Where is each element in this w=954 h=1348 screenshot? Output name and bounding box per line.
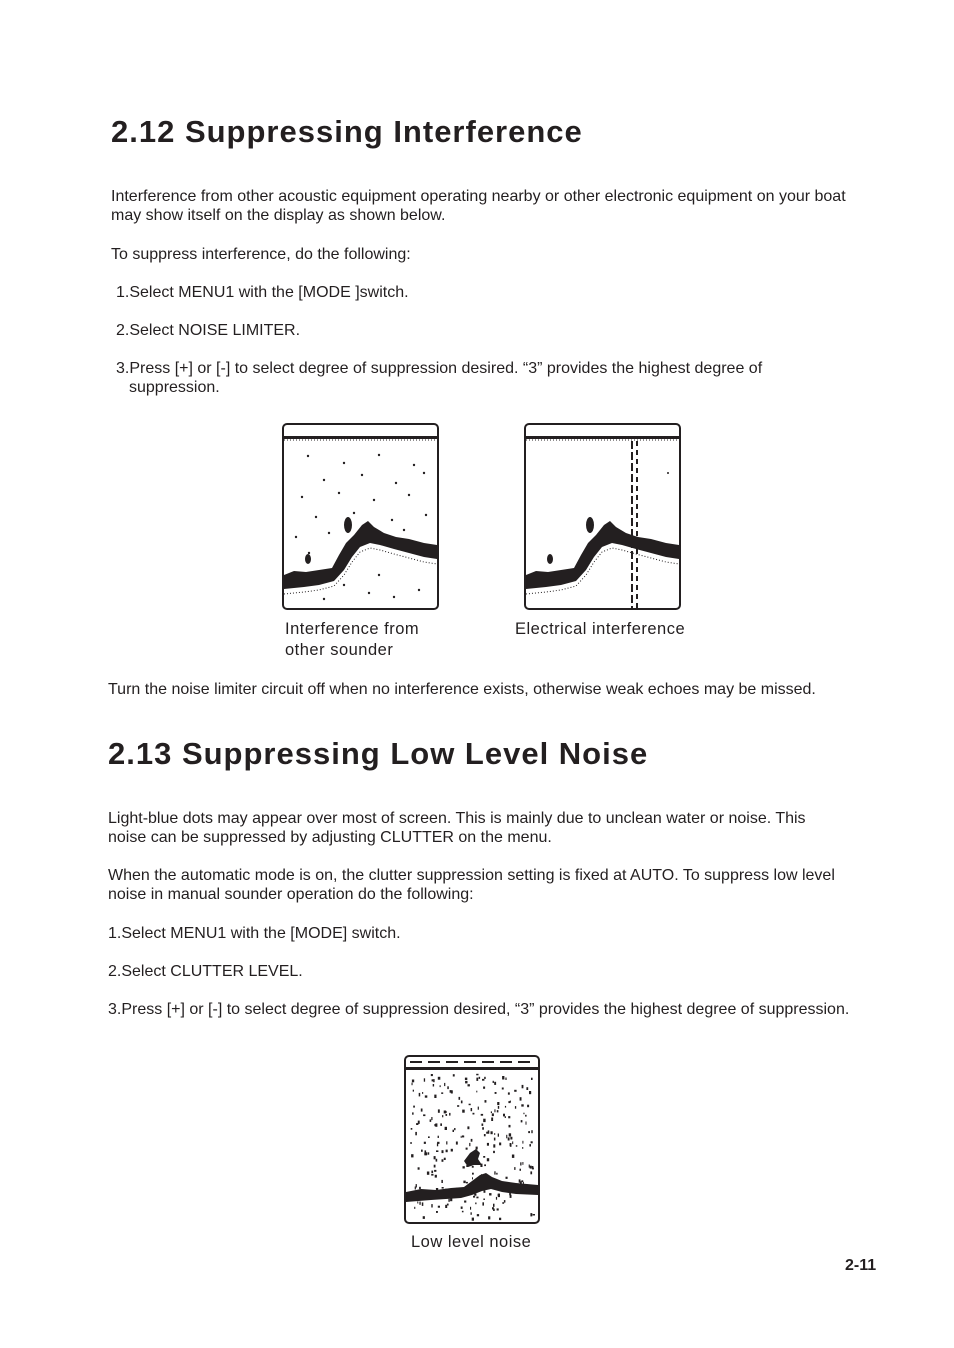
noise-dot	[497, 1208, 499, 1210]
noise-dot	[413, 1090, 414, 1092]
noise-dot	[461, 1207, 463, 1209]
noise-dot	[442, 1187, 444, 1189]
noise-dot	[425, 1095, 428, 1097]
noise-dot	[472, 1166, 474, 1168]
noise-dot	[476, 1078, 478, 1081]
noise-dot	[476, 1074, 478, 1076]
noise-dot	[454, 1128, 455, 1130]
noise-dot	[436, 1211, 438, 1213]
noise-dot	[497, 1102, 499, 1105]
noise-dot	[446, 1150, 448, 1153]
fish-echo	[586, 517, 594, 533]
fish-school	[464, 1149, 482, 1167]
noise-dot	[527, 1105, 529, 1108]
noise-dot	[456, 1142, 458, 1145]
noise-dot	[459, 1097, 461, 1100]
noise-dot	[416, 1123, 418, 1125]
noise-dot	[475, 1203, 476, 1205]
noise-dot	[492, 1207, 494, 1209]
fish-echo	[305, 554, 311, 564]
noise-dot	[451, 1090, 453, 1093]
noise-dot	[505, 1116, 506, 1118]
noise-dot	[531, 1078, 533, 1080]
noise-dot	[412, 1112, 414, 1114]
noise-dot	[422, 1092, 423, 1094]
noise-dot	[447, 1204, 449, 1206]
noise-dot	[502, 1202, 504, 1204]
noise-dot	[412, 1083, 413, 1086]
noise-dot	[510, 1195, 512, 1198]
noise-dot	[514, 1090, 516, 1092]
noise-dot	[436, 1159, 438, 1162]
noise-dot	[431, 1074, 433, 1076]
caption-other-sounder-line-1: Interference from	[285, 620, 420, 638]
noise-dot	[522, 1085, 524, 1088]
noise-dot	[419, 1093, 421, 1097]
noise-dot	[469, 1104, 471, 1106]
echogram-electrical	[526, 425, 679, 608]
noise-dot	[487, 1143, 489, 1146]
section-13-heading: 2.13 Suppressing Low Level Noise	[108, 736, 649, 771]
noise-dot	[431, 1174, 433, 1176]
caption-electrical-interference: Electrical interference	[515, 620, 686, 638]
noise-dot	[428, 1152, 430, 1154]
noise-dot	[533, 1214, 535, 1216]
noise-dot	[412, 1080, 414, 1083]
noise-dot	[444, 1158, 446, 1160]
section-12-note: Turn the noise limiter circuit off when no interference exists, otherwise weak echoes may be missed.	[108, 681, 816, 698]
noise-dot	[529, 1144, 531, 1146]
noise-dot	[530, 1213, 532, 1216]
noise-dot	[436, 1150, 438, 1152]
noise-dot	[493, 1204, 494, 1207]
noise-dot	[434, 1165, 436, 1168]
noise-dot	[522, 1147, 523, 1149]
noise-dot	[411, 1128, 413, 1130]
noise-dot	[457, 1105, 459, 1107]
noise-dot	[504, 1200, 506, 1203]
noise-dot	[498, 1194, 500, 1198]
noise-dot	[509, 1133, 511, 1136]
noise-dot	[431, 1204, 432, 1207]
noise-dot	[493, 1151, 495, 1153]
noise-dot	[510, 1101, 511, 1103]
noise-dot	[484, 1077, 486, 1079]
section-13-step-3: 3.Press [+] or [-] to select degree of suppression desired, “3” provides the highest degree of suppression.	[108, 1001, 850, 1018]
figure-low-level-noise	[404, 1055, 540, 1224]
noise-dot	[477, 1214, 479, 1216]
noise-dot	[434, 1170, 436, 1172]
noise-dot	[447, 1086, 449, 1089]
noise-dot	[508, 1092, 510, 1094]
noise-dot	[438, 1136, 439, 1138]
noise-dot	[483, 1199, 485, 1201]
noise-dot	[444, 1111, 446, 1114]
noise-dot	[419, 1202, 420, 1205]
noise-dot	[481, 1114, 483, 1116]
noise-dot	[493, 1081, 494, 1083]
noise-dot	[494, 1133, 495, 1135]
noise-dot	[466, 1182, 468, 1184]
noise-dot	[491, 1131, 493, 1134]
section-12-step-1: 1.Select MENU1 with the [MODE ]switch.	[116, 284, 409, 301]
section-13-step-2: 2.Select CLUTTER LEVEL.	[108, 963, 303, 980]
noise-dot	[499, 1218, 501, 1220]
noise-dot	[484, 1134, 486, 1136]
caption-other-sounder-line-2: other sounder	[285, 641, 394, 659]
noise-dot	[497, 1110, 499, 1112]
noise-dot	[432, 1079, 434, 1081]
noise-dot	[421, 1109, 423, 1112]
noise-dot	[428, 1136, 430, 1138]
noise-dot	[484, 1164, 486, 1166]
noise-dot	[462, 1211, 464, 1213]
noise-dot	[449, 1113, 450, 1116]
noise-dot	[472, 1173, 474, 1175]
noise-dot	[442, 1150, 444, 1153]
noise-dot	[483, 1156, 485, 1158]
noise-dot	[471, 1108, 473, 1111]
noise-dot	[423, 1114, 425, 1116]
noise-dot	[503, 1114, 505, 1117]
noise-dot	[492, 1113, 494, 1116]
noise-dot	[453, 1130, 455, 1132]
noise-dot	[451, 1149, 453, 1152]
noise-dot	[505, 1078, 506, 1081]
noise-dot	[461, 1136, 462, 1138]
noise-dot	[512, 1141, 513, 1144]
noise-dot	[424, 1142, 426, 1144]
noise-dot	[484, 1191, 486, 1193]
noise-dot	[508, 1116, 510, 1118]
noise-dot	[489, 1193, 491, 1195]
noise-dot	[453, 1074, 455, 1076]
noise-dot	[530, 1166, 532, 1169]
noise-dot	[471, 1212, 472, 1215]
noise-dot	[482, 1202, 484, 1205]
noise-dot	[498, 1106, 499, 1109]
noise-dot	[430, 1119, 432, 1122]
noise-dot	[502, 1088, 504, 1090]
noise-dot	[464, 1201, 466, 1203]
noise-dot	[505, 1106, 506, 1108]
electrical-interference-lines	[632, 441, 637, 608]
noise-dot	[520, 1162, 521, 1165]
echogram-other-sounder	[284, 425, 437, 608]
noise-dot	[435, 1123, 437, 1126]
noise-dot	[483, 1119, 485, 1122]
noise-dot	[422, 1202, 424, 1206]
noise-dot	[476, 1091, 477, 1093]
noise-dot	[521, 1104, 523, 1106]
section-13-auto-note: When the automatic mode is on, the clutter suppression setting is fixed at AUTO. To suppress low level noise in manual sounder operation do the following:	[108, 867, 835, 903]
noise-dot	[463, 1166, 465, 1168]
noise-dot	[462, 1110, 465, 1113]
noise-dot	[508, 1137, 510, 1140]
noise-dot	[434, 1156, 436, 1159]
noise-dot	[425, 1150, 427, 1152]
noise-dot	[520, 1169, 522, 1171]
noise-dot	[440, 1123, 442, 1126]
noise-dot	[528, 1131, 530, 1133]
section-12-step-2: 2.Select NOISE LIMITER.	[116, 322, 301, 339]
noise-dot	[483, 1087, 485, 1089]
noise-dot	[438, 1206, 440, 1208]
noise-dot	[531, 1141, 533, 1143]
noise-dot	[506, 1135, 507, 1139]
noise-dot	[468, 1084, 470, 1086]
noise-dot	[529, 1165, 530, 1168]
noise-dot	[530, 1171, 532, 1174]
noise-dot	[482, 1079, 484, 1081]
noise-dot	[469, 1143, 470, 1146]
noise-dot	[446, 1141, 447, 1144]
noise-dot	[465, 1078, 467, 1081]
noise-dot	[494, 1109, 495, 1112]
noise-dot	[413, 1106, 415, 1108]
noise-dot	[423, 1216, 425, 1219]
section-12-heading: 2.12 Suppressing Interference	[111, 114, 583, 149]
noise-dot	[444, 1083, 445, 1086]
noise-dot	[415, 1132, 417, 1135]
caption-low-level-noise: Low level noise	[411, 1233, 532, 1251]
fish-echo	[344, 517, 352, 533]
noise-dot	[410, 1142, 412, 1144]
noise-dot	[441, 1092, 443, 1094]
noise-dot	[478, 1107, 479, 1110]
noise-dot	[520, 1097, 522, 1100]
noise-dot	[495, 1092, 497, 1094]
noise-dot	[471, 1139, 473, 1142]
noise-dot	[521, 1120, 523, 1122]
noise-dot	[440, 1085, 441, 1087]
noise-dot	[516, 1145, 518, 1147]
echogram-low-level-noise	[406, 1057, 538, 1222]
noise-dot	[421, 1150, 423, 1152]
noise-dot	[445, 1127, 447, 1130]
figure-electrical-interference	[524, 423, 681, 610]
noise-dot	[462, 1135, 463, 1137]
noise-dot	[522, 1162, 523, 1165]
noise-dot	[473, 1113, 475, 1115]
noise-dot	[466, 1148, 468, 1150]
noise-dot	[491, 1118, 493, 1122]
noise-dot	[488, 1216, 490, 1219]
noise-dot	[482, 1124, 484, 1126]
noise-dot	[470, 1207, 471, 1210]
section-12-intro: Interference from other acoustic equipment operating nearby or other electronic equipment on your boat may show itself on the display as shown below.	[111, 188, 846, 224]
noise-dot	[510, 1144, 512, 1147]
noise-dot	[488, 1130, 490, 1133]
noise-dot	[522, 1141, 523, 1144]
noise-dot	[499, 1143, 501, 1146]
noise-dot	[526, 1087, 528, 1090]
noise-dot	[463, 1181, 465, 1184]
fish-echo	[547, 554, 553, 564]
noise-dot	[411, 1154, 413, 1157]
figure-other-sounder-interference	[282, 423, 439, 610]
noise-dot	[485, 1100, 487, 1103]
noise-dot	[526, 1122, 527, 1125]
noise-dot	[529, 1091, 531, 1094]
noise-dot	[512, 1155, 514, 1158]
noise-dot	[496, 1173, 497, 1175]
noise-dot	[433, 1079, 434, 1082]
noise-dot	[461, 1101, 463, 1104]
noise-dot	[523, 1113, 524, 1115]
noise-dot	[418, 1167, 420, 1169]
section-13-step-1: 1.Select MENU1 with the [MODE] switch.	[108, 925, 401, 942]
noise-dot	[531, 1130, 532, 1133]
noise-dot	[515, 1106, 516, 1109]
section-12-lead: To suppress interference, do the following:	[111, 246, 411, 263]
noise-dot	[491, 1111, 492, 1113]
noise-dot	[482, 1127, 484, 1130]
noise-dot	[435, 1175, 437, 1178]
noise-dot	[438, 1109, 440, 1112]
noise-dot	[479, 1077, 481, 1079]
noise-dot	[419, 1187, 421, 1189]
noise-dot	[493, 1144, 495, 1147]
noise-dot	[498, 1134, 499, 1137]
noise-dot	[427, 1172, 429, 1175]
noise-dot	[467, 1126, 469, 1129]
noise-dot	[424, 1078, 425, 1081]
noise-dot	[438, 1077, 441, 1080]
section-12-step-3: 3.Press [+] or [-] to select degree of suppression desired. “3” provides the highest degree of suppression.	[116, 360, 763, 396]
noise-dot	[442, 1159, 444, 1162]
noise-dot	[509, 1125, 511, 1128]
noise-dot	[414, 1207, 415, 1209]
section-13-intro: Light-blue dots may appear over most of screen. This is mainly due to unclean water or noise. This noise can be suppressed by adjusting CLUTTER on the menu.	[108, 810, 806, 846]
noise-dot	[506, 1177, 508, 1179]
page-number: 2-11	[845, 1257, 877, 1274]
noise-dot	[437, 1143, 438, 1146]
noise-dot	[494, 1138, 496, 1141]
noise-dot	[487, 1158, 489, 1161]
noise-dot	[532, 1166, 534, 1169]
noise-dot	[472, 1218, 474, 1221]
noise-dot	[510, 1137, 512, 1140]
noise-dot	[502, 1076, 504, 1080]
noise-dot	[433, 1084, 434, 1087]
noise-dot	[525, 1115, 527, 1117]
noise-dot	[496, 1197, 497, 1200]
noise-dot	[519, 1179, 521, 1182]
noise-dot	[494, 1082, 496, 1085]
noise-dot	[472, 1177, 473, 1179]
noise-dot	[446, 1114, 448, 1116]
noise-dot	[448, 1199, 449, 1202]
noise-dot	[465, 1081, 467, 1083]
noise-dot	[424, 1153, 426, 1156]
noise-dot	[417, 1201, 418, 1203]
noise-dot	[450, 1198, 452, 1201]
noise-dot	[434, 1095, 436, 1098]
noise-dot	[416, 1184, 417, 1187]
noise-dot	[442, 1115, 443, 1117]
noise-dot	[431, 1117, 432, 1120]
noise-dot	[431, 1171, 433, 1174]
noise-dot	[441, 1180, 443, 1183]
noise-dot	[473, 1196, 475, 1198]
noise-dot	[514, 1167, 515, 1170]
noise-dot	[494, 1171, 495, 1174]
noise-dot	[476, 1197, 478, 1199]
